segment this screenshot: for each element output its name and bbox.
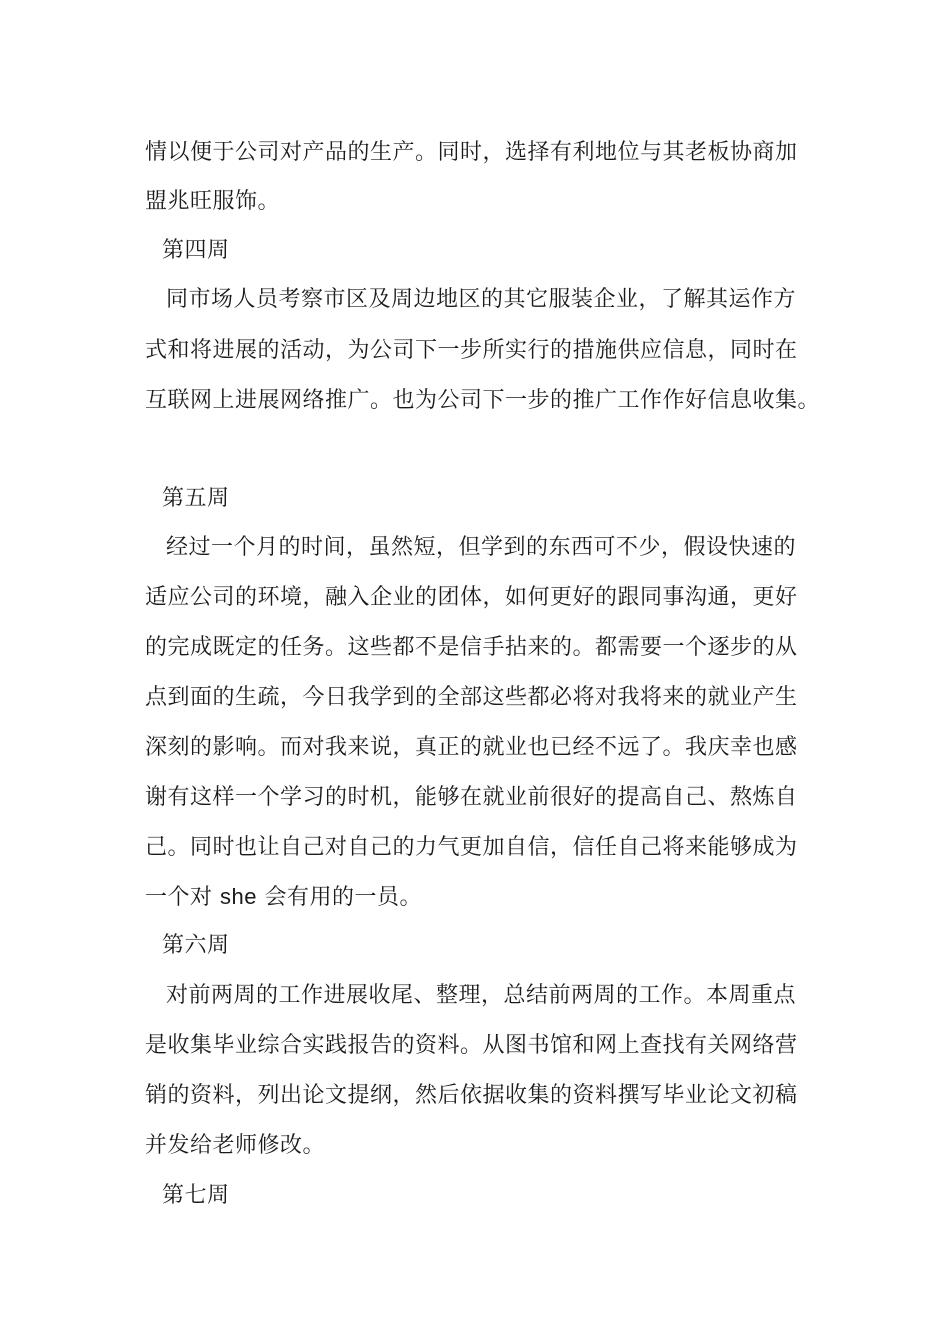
paragraph-line: 式和将进展的活动，为公司下一步所实行的措施供应信息，同时在 bbox=[145, 338, 798, 363]
section-heading-week6: 第六周 bbox=[162, 933, 230, 958]
paragraph-line: 盟兆旺服饰。 bbox=[145, 189, 281, 214]
paragraph-line bbox=[145, 882, 422, 913]
paragraph-line: 己。同时也让自己对自己的力气更加自信，信任自己将来能够成为 bbox=[145, 835, 798, 860]
paragraph-line: 谢有这样一个学习的时机，能够在就业前很好的提高自己、熬炼自 bbox=[145, 785, 798, 810]
paragraph-line: 并发给老师修改。 bbox=[145, 1133, 326, 1158]
paragraph-line: 经过一个月的时间，虽然短，但学到的东西可不少，假设快速的 bbox=[166, 535, 797, 560]
paragraph-line: 互联网上进展网络推广。也为公司下一步的推广工作作好信息收集。 bbox=[145, 388, 821, 413]
paragraph-line: 对前两周的工作进展收尾、整理，总结前两周的工作。本周重点 bbox=[166, 983, 797, 1008]
paragraph-line: 点到面的生疏，今日我学到的全部这些都必将对我将来的就业产生 bbox=[145, 685, 798, 710]
text-run-latin: she bbox=[220, 884, 257, 909]
paragraph-line: 深刻的影响。而对我来说，真正的就业也已经不远了。我庆幸也感 bbox=[145, 735, 798, 760]
section-heading-week4: 第四周 bbox=[162, 238, 230, 263]
paragraph-line: 销的资料，列出论文提纲，然后依据收集的资料撰写毕业论文初稿 bbox=[145, 1083, 798, 1108]
paragraph-line: 是收集毕业综合实践报告的资料。从图书馆和网上查找有关网络营 bbox=[145, 1033, 798, 1058]
paragraph-line: 情以便于公司对产品的生产。同时，选择有利地位与其老板协商加 bbox=[145, 140, 798, 165]
section-heading-week5: 第五周 bbox=[162, 486, 230, 511]
text-run: 会有用的一员。 bbox=[256, 885, 422, 910]
section-heading-week7: 第七周 bbox=[162, 1183, 230, 1208]
paragraph-line: 适应公司的环境，融入企业的团体，如何更好的跟同事沟通，更好 bbox=[145, 585, 798, 610]
paragraph-line: 的完成既定的任务。这些都不是信手拈来的。都需要一个逐步的从 bbox=[145, 635, 798, 660]
paragraph-line: 同市场人员考察市区及周边地区的其它服装企业，了解其运作方 bbox=[166, 287, 797, 312]
text-run: 一个对 bbox=[145, 885, 220, 910]
